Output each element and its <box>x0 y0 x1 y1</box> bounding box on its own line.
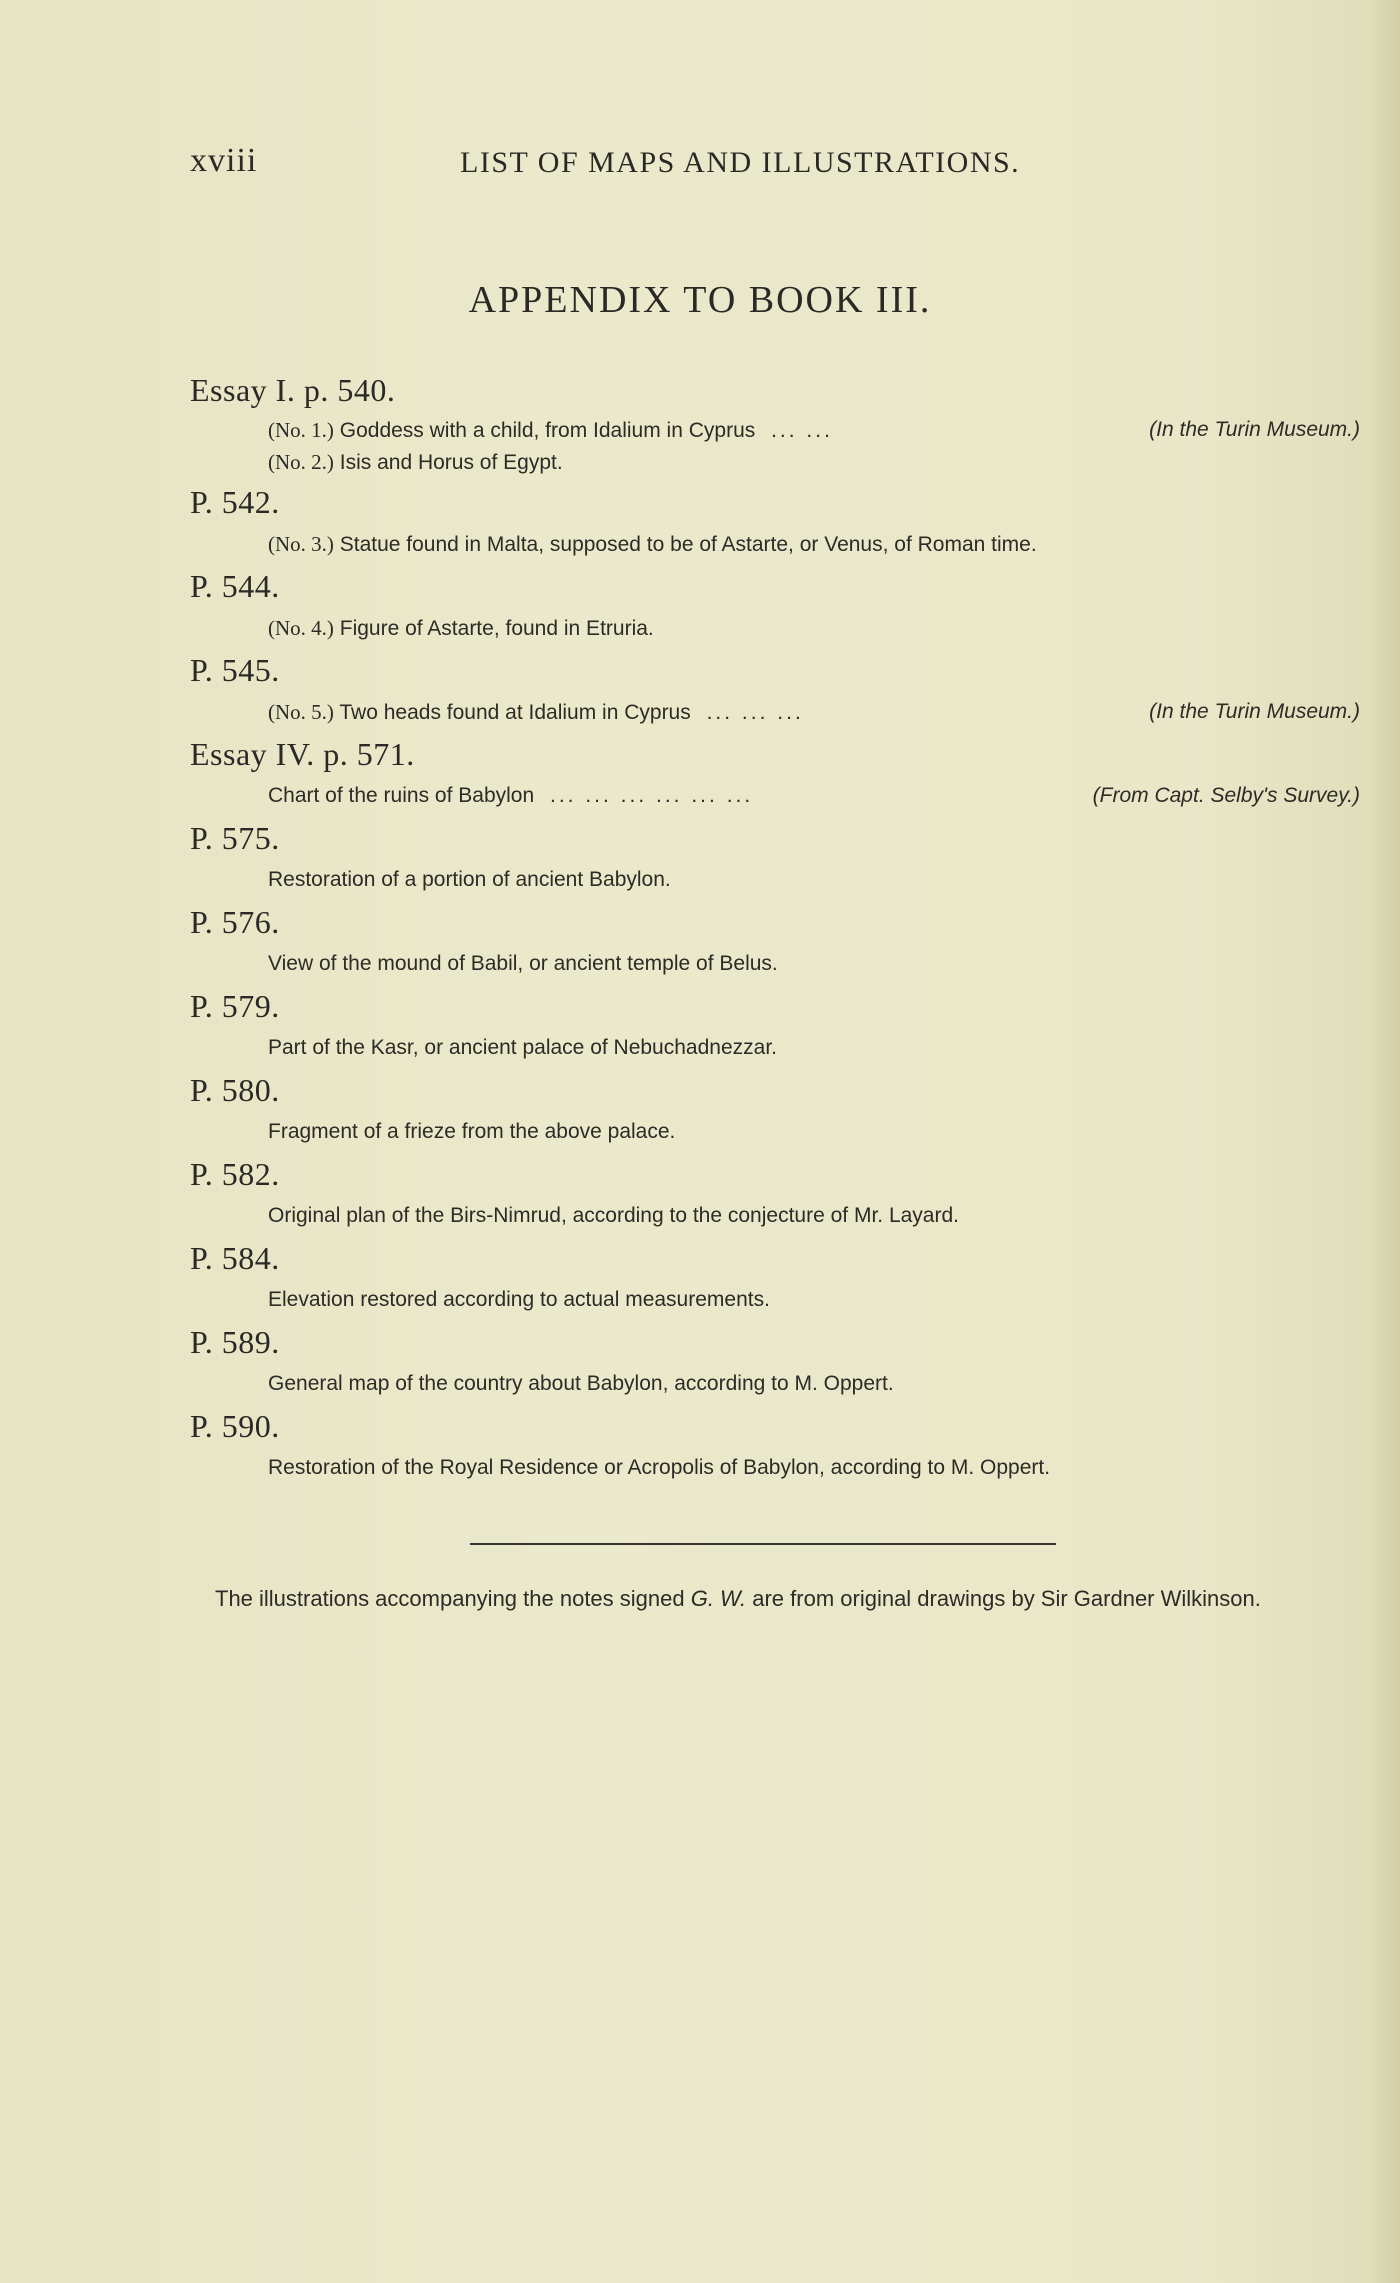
section-heading: P. 589. <box>190 1324 280 1360</box>
footnote-initials: G. W. <box>690 1586 747 1611</box>
section-heading: P. 544. <box>190 568 280 604</box>
item-description: Isis and Horus of Egypt. <box>339 451 563 474</box>
item-number: (No. 4.) <box>268 616 334 640</box>
leader-dots: ... ... ... ... ... ... <box>550 784 754 807</box>
section-heading: P. 545. <box>190 652 280 688</box>
page-header <box>190 142 1120 188</box>
item-number: (No. 5.) <box>268 700 334 724</box>
item-description: Two heads found at Idalium in Cyprus <box>339 701 691 724</box>
list-item <box>190 946 1360 982</box>
section-heading: Essay IV. p. 571. <box>190 736 415 772</box>
section-heading: P. 542. <box>190 484 280 520</box>
footnote-text-after: are from original drawings by Sir Gardner Wilkinson. <box>746 1586 1261 1611</box>
item-description: Restoration of the Royal Residence or Acropolis of Babylon, according to M. Oppert. <box>268 1456 1051 1479</box>
item-description: Part of the Kasr, or ancient palace of Nebuchadnezzar. <box>268 1036 777 1059</box>
section-heading: Essay I. p. 540. <box>190 372 396 408</box>
leader-dots: ... ... ... <box>706 701 804 724</box>
footnote <box>185 1582 1345 1616</box>
item-source: (In the Turin Museum.) <box>1149 700 1360 723</box>
appendix-title: APPENDIX TO BOOK III. <box>468 279 932 321</box>
list-item <box>190 610 1360 646</box>
list-item <box>190 778 1360 814</box>
leader-dots: ... ... <box>771 419 833 442</box>
item-description: View of the mound of Babil, or ancient temple of Belus. <box>268 952 778 975</box>
folio-number: xviii <box>190 142 258 179</box>
item-description: Restoration of a portion of ancient Babylon. <box>268 868 671 891</box>
item-number: (No. 2.) <box>268 450 334 474</box>
list-item <box>190 862 1360 898</box>
item-description: Figure of Astarte, found in Etruria. <box>339 617 654 640</box>
item-number: (No. 3.) <box>268 532 334 556</box>
list-item <box>190 1114 1360 1150</box>
list-item <box>190 1198 1360 1234</box>
page-edge-shading <box>1370 0 1400 2283</box>
list-item <box>190 1450 1360 1486</box>
list-item <box>190 1366 1360 1402</box>
item-description: Goddess with a child, from Idalium in Cyprus <box>339 419 756 442</box>
divider-rule <box>470 1543 1056 1545</box>
item-description: Elevation restored according to actual measurements. <box>268 1288 770 1311</box>
list-item <box>190 526 1360 562</box>
item-description: Statue found in Malta, supposed to be of Astarte, or Venus, of Roman time. <box>339 533 1037 556</box>
item-description: Original plan of the Birs-Nimrud, according to the conjecture of Mr. Layard. <box>268 1204 959 1227</box>
section-heading: P. 582. <box>190 1156 280 1192</box>
section-heading: P. 580. <box>190 1072 280 1108</box>
section-heading: P. 579. <box>190 988 280 1024</box>
footnote-text-before: The illustrations accompanying the notes signed <box>215 1586 691 1611</box>
item-source: (From Capt. Selby's Survey.) <box>1092 784 1360 807</box>
list-item <box>190 1282 1360 1318</box>
section-heading: P. 575. <box>190 820 280 856</box>
list-item <box>190 446 1360 478</box>
illustration-list <box>190 366 1360 1486</box>
item-source: (In the Turin Museum.) <box>1149 418 1360 441</box>
section-heading: P. 590. <box>190 1408 280 1444</box>
item-number: (No. 1.) <box>268 418 334 442</box>
list-item <box>190 1030 1360 1066</box>
running-title: LIST OF MAPS AND ILLUSTRATIONS. <box>460 146 1021 179</box>
section-heading: P. 584. <box>190 1240 280 1276</box>
item-description: Chart of the ruins of Babylon <box>268 784 535 807</box>
item-description: General map of the country about Babylon, according to M. Oppert. <box>268 1372 894 1395</box>
section-heading: P. 576. <box>190 904 280 940</box>
list-item <box>190 694 1360 730</box>
list-item <box>190 414 1360 446</box>
item-description: Fragment of a frieze from the above palace. <box>268 1120 676 1143</box>
